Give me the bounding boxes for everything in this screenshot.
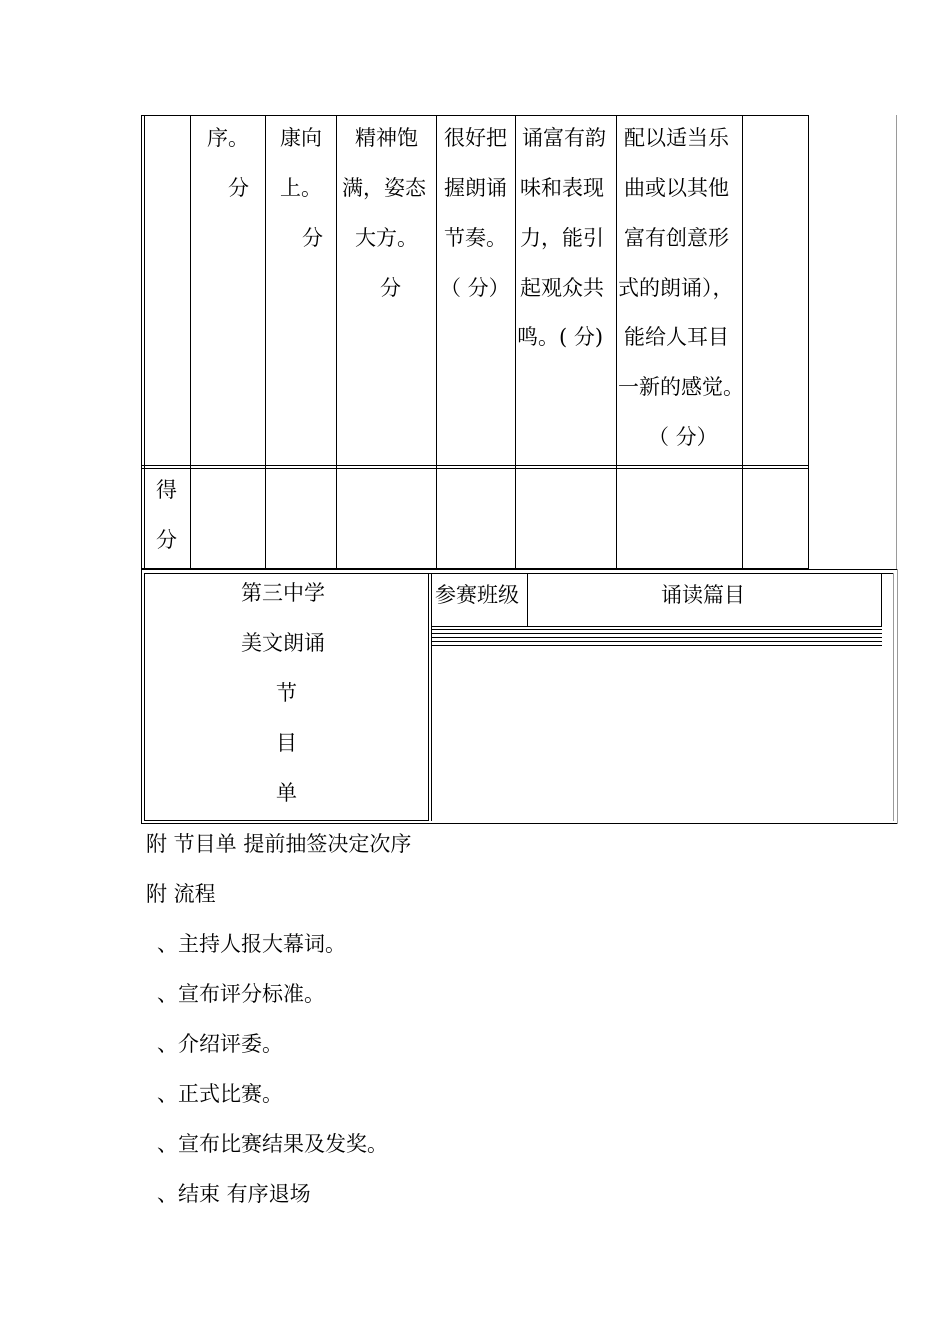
criteria-text: 一新的感觉。 [618,375,744,399]
criteria-text: 分 [228,176,249,200]
event-name: 美文朗诵 [241,631,325,655]
criteria-text: 能给人耳目 [624,325,729,349]
criteria-text: 鸣。( 分) [517,325,604,349]
criteria-text: 满，姿态 [342,176,426,200]
criteria-text: 分 [302,226,323,250]
criteria-text: 起观众共 [520,276,604,300]
appendix-program-note: 附 节目单 提前抽签决定次序 [146,832,412,856]
criteria-text: 上。 [280,176,322,200]
process-step: 、宣布评分标准。 [157,982,325,1006]
criteria-text: 式的朗诵）， [618,276,734,300]
process-step: 、结束 有序退场 [157,1182,311,1206]
criteria-text: （ 分） [440,276,510,300]
criteria-text: 力，能引 [520,226,604,250]
process-step: 、介绍评委。 [157,1032,283,1056]
school-name: 第三中学 [241,581,325,605]
process-step: 、正式比赛。 [157,1082,283,1106]
criteria-text: 分 [380,276,401,300]
criteria-text: 精神饱 [355,126,418,150]
criteria-text: 富有创意形 [624,226,729,250]
score-label: 得 [156,478,177,502]
title-header: 诵读篇目 [661,583,745,607]
criteria-text: 曲或以其他 [624,176,729,200]
criteria-text: 诵富有韵 [522,126,606,150]
criteria-text: 序。 [207,126,249,150]
criteria-text: 大方。 [355,226,418,250]
sheet-title-char: 单 [276,781,297,805]
criteria-text: 握朗诵 [444,176,507,200]
process-step: 、主持人报大幕词。 [157,932,346,956]
criteria-text: 配以适当乐 [624,126,729,150]
sheet-title-char: 节 [276,681,297,705]
sheet-title-char: 目 [276,731,297,755]
criteria-text: （ 分） [648,425,718,449]
appendix-process-title: 附 流程 [146,882,216,906]
criteria-text: 康向 [280,126,322,150]
criteria-text: 很好把 [444,126,507,150]
process-step: 、宣布比赛结果及发奖。 [157,1132,388,1156]
score-label: 分 [156,528,177,552]
criteria-text: 味和表现 [520,176,604,200]
class-header: 参赛班级 [435,583,519,607]
criteria-text: 节奏。 [444,226,507,250]
